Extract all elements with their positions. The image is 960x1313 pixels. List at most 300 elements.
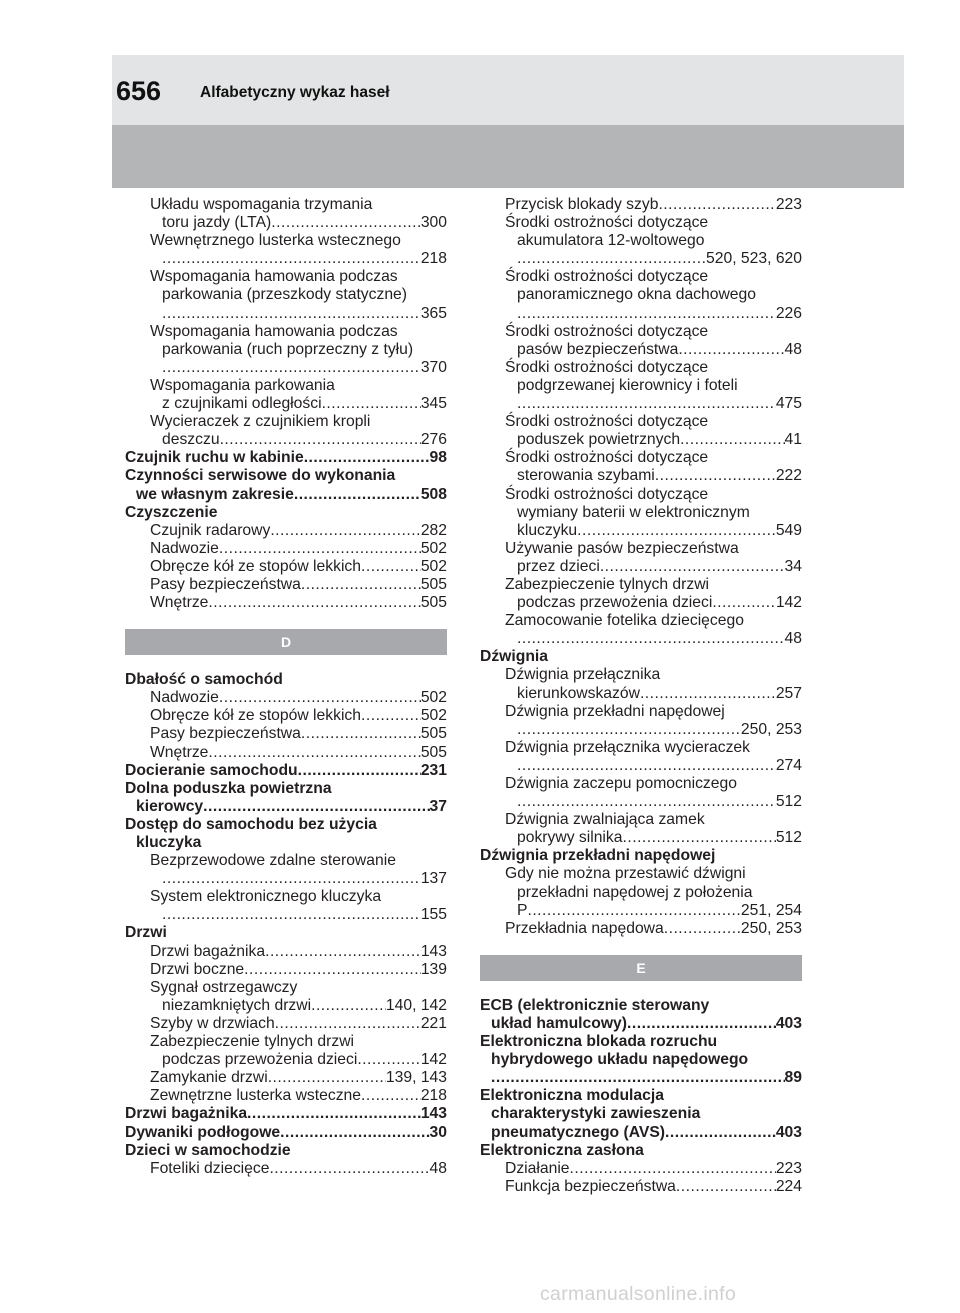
page-reference: 282 xyxy=(420,521,447,539)
dot-leader xyxy=(208,744,420,762)
page-reference: 508 xyxy=(420,485,447,503)
entry-text: toru jazdy (LTA) xyxy=(162,214,272,232)
entry-text: przez dzieci xyxy=(517,557,600,575)
page-reference: 250, 253 xyxy=(740,919,802,937)
entry-text: panoramicznego okna dachowego xyxy=(517,286,756,304)
index-subentry xyxy=(480,612,802,630)
page-reference: 34 xyxy=(784,557,802,575)
page-reference: 300 xyxy=(420,214,447,232)
index-subentry xyxy=(480,395,802,413)
index-subentry xyxy=(480,757,802,775)
page-reference: 475 xyxy=(775,395,802,413)
page-reference: 48 xyxy=(784,630,802,648)
entry-text: podczas przewożenia dzieci xyxy=(517,594,713,612)
page-reference: 37 xyxy=(429,797,447,815)
entry-text: Bezprzewodowe zdalne sterowanie xyxy=(150,852,396,870)
entry-text: Elektroniczna zasłona xyxy=(480,1141,644,1159)
index-entry xyxy=(480,1033,802,1051)
entry-text: Zabezpieczenie tylnych drzwi xyxy=(150,1033,355,1051)
index-subentry xyxy=(125,341,447,359)
index-subentry xyxy=(125,852,447,870)
header-band xyxy=(112,55,904,188)
page-reference: 365 xyxy=(420,304,447,322)
index-subentry xyxy=(125,725,447,743)
index-subentry xyxy=(480,630,802,648)
page-reference: 143 xyxy=(420,942,447,960)
index-subentry xyxy=(125,997,447,1015)
entry-text: Nadwozie xyxy=(150,539,219,557)
dot-leader xyxy=(517,721,741,739)
page-reference: 549 xyxy=(775,521,802,539)
dot-leader xyxy=(208,594,420,612)
index-subentry xyxy=(480,1069,802,1087)
entry-text: P xyxy=(517,901,528,919)
entry-text: Obręcze kół ze stopów lekkich xyxy=(150,557,361,575)
entry-text: Funkcja bezpieczeństwa xyxy=(505,1177,676,1195)
entry-text: parkowania (ruch poprzeczny z tyłu) xyxy=(162,340,414,358)
dot-leader xyxy=(517,305,776,323)
dot-leader xyxy=(162,250,421,268)
index-entry xyxy=(125,1142,447,1160)
dot-leader xyxy=(600,558,785,576)
dot-leader xyxy=(361,1087,421,1105)
dot-leader xyxy=(268,1069,386,1087)
index-subentry xyxy=(480,865,802,883)
page-number: 656 xyxy=(116,76,162,106)
index-subentry xyxy=(125,305,447,323)
entry-text: przekładni napędowej z położenia xyxy=(517,883,753,901)
index-subentry xyxy=(480,793,802,811)
entry-text: kluczyka xyxy=(136,834,202,851)
index-subentry xyxy=(480,1160,802,1178)
index-subentry xyxy=(480,449,802,467)
index-subentry xyxy=(480,1124,802,1142)
dot-leader xyxy=(270,522,420,540)
entry-text: Sygnał ostrzegawczy xyxy=(150,978,298,996)
page-reference: 89 xyxy=(784,1069,802,1087)
dot-leader xyxy=(517,395,776,413)
page-reference: 502 xyxy=(420,539,447,557)
index-subentry xyxy=(480,486,802,504)
entry-text: Środki ostrożności dotyczące xyxy=(505,268,709,286)
index-subentry xyxy=(125,540,447,558)
entry-text: parkowania (przeszkody statyczne) xyxy=(162,286,408,304)
entry-text: Elektroniczna blokada rozruchu xyxy=(480,1033,718,1051)
entry-text: sterowania szybami xyxy=(517,467,655,485)
index-subentry xyxy=(480,811,802,829)
index-subentry xyxy=(125,359,447,377)
entry-text: Czujnik radarowy xyxy=(150,521,271,539)
entry-text: pasów bezpieczeństwa xyxy=(517,340,679,358)
index-subentry xyxy=(125,798,447,816)
dot-leader xyxy=(294,486,421,504)
index-subentry xyxy=(480,522,802,540)
dot-leader xyxy=(322,395,421,413)
index-subentry xyxy=(125,558,447,576)
index-subentry xyxy=(125,1069,447,1087)
index-subentry xyxy=(480,232,802,250)
entry-text: Wycieraczek z czujnikiem kropli xyxy=(150,413,371,431)
index-subentry xyxy=(480,431,802,449)
entry-text: kluczyku xyxy=(517,521,578,539)
index-subentry xyxy=(125,979,447,997)
entry-text: Przekładnia napędowa xyxy=(505,919,664,937)
index-subentry xyxy=(125,1051,447,1069)
entry-text: Dywaniki podłogowe xyxy=(125,1123,281,1141)
page-reference: 48 xyxy=(429,1159,447,1177)
index-entry xyxy=(125,780,447,798)
dot-leader xyxy=(658,196,775,214)
index-subentry xyxy=(480,196,802,214)
index-subentry xyxy=(480,250,802,268)
index-entry xyxy=(125,1124,447,1142)
entry-text: Zabezpieczenie tylnych drzwi xyxy=(505,575,710,593)
index-entry xyxy=(480,1087,802,1105)
index-subentry xyxy=(480,666,802,684)
page-reference: 223 xyxy=(775,196,802,213)
index-subentry xyxy=(125,1160,447,1178)
index-subentry xyxy=(125,232,447,250)
page-reference: 345 xyxy=(420,395,447,413)
index-subentry xyxy=(480,341,802,359)
dot-leader xyxy=(491,1069,785,1087)
entry-text: Dźwignia przekładni napędowej xyxy=(505,702,725,720)
dot-leader xyxy=(640,685,776,703)
index-subentry xyxy=(125,286,447,304)
entry-text: Drzwi xyxy=(125,924,167,942)
dot-leader xyxy=(219,689,421,707)
page-reference: 142 xyxy=(420,1051,447,1069)
index-subentry xyxy=(480,323,802,341)
index-entry xyxy=(480,847,802,865)
index-subentry xyxy=(480,1015,802,1033)
page-reference: 48 xyxy=(784,340,802,358)
entry-text: Czujnik ruchu w kabinie xyxy=(125,449,304,467)
entry-text: Pasy bezpieczeństwa xyxy=(150,575,301,593)
section-header-d: D xyxy=(125,629,447,655)
dot-leader xyxy=(203,798,429,816)
page-reference: 223 xyxy=(775,1159,802,1177)
entry-text: Dźwignia przekładni napędowej xyxy=(480,847,716,865)
dot-leader xyxy=(247,1105,421,1123)
page-reference: 520, 523, 620 xyxy=(706,250,802,268)
watermark: carmanualsonline.info xyxy=(540,1283,736,1305)
page-reference: 505 xyxy=(420,575,447,593)
entry-text: Dźwignia xyxy=(480,648,548,666)
index-subentry xyxy=(125,395,447,413)
index-subentry xyxy=(125,870,447,888)
page-reference: 512 xyxy=(775,829,802,847)
page-reference: 505 xyxy=(420,725,447,743)
index-subentry xyxy=(125,214,447,232)
page-reference: 137 xyxy=(420,870,447,888)
entry-text: Środki ostrożności dotyczące xyxy=(505,449,709,467)
entry-text: ECB (elektronicznie sterowany xyxy=(480,996,710,1014)
entry-text: układ hamulcowy) xyxy=(491,1014,627,1032)
entry-text: Szyby w drzwiach xyxy=(150,1014,275,1032)
index-entry xyxy=(125,924,447,942)
entry-text: Nadwozie xyxy=(150,689,219,707)
index-subentry xyxy=(125,943,447,961)
index-entry xyxy=(125,671,447,689)
index-subentry xyxy=(480,576,802,594)
page-reference: 403 xyxy=(775,1014,802,1032)
index-subentry xyxy=(125,689,447,707)
dot-leader xyxy=(361,558,421,576)
dot-leader xyxy=(301,725,421,743)
index-subentry xyxy=(480,594,802,612)
dot-leader xyxy=(517,793,776,811)
index-subentry xyxy=(480,214,802,232)
entry-text: pneumatycznego (AVS) xyxy=(491,1123,666,1141)
page-reference: 224 xyxy=(775,1177,802,1195)
page-reference: 276 xyxy=(420,431,447,449)
entry-text: akumulatora 12-woltowego xyxy=(517,232,705,250)
index-subentry xyxy=(125,1087,447,1105)
index-subentry xyxy=(480,775,802,793)
entry-text: kierowcy xyxy=(136,797,204,815)
entry-text: Docieranie samochodu xyxy=(125,761,298,779)
index-subentry xyxy=(125,744,447,762)
index-entry xyxy=(125,449,447,467)
index-subentry xyxy=(125,250,447,268)
index-subentry xyxy=(480,540,802,558)
entry-text: Wewnętrznego lusterka wstecznego xyxy=(150,232,401,250)
dot-leader xyxy=(311,997,386,1015)
dot-leader xyxy=(280,1124,429,1142)
dot-leader xyxy=(676,1178,776,1196)
index-column-left xyxy=(125,196,447,1178)
index-subentry xyxy=(125,707,447,725)
entry-text: Zewnętrzne lusterka wsteczne xyxy=(150,1087,361,1105)
entry-text: Środki ostrożności dotyczące xyxy=(505,413,709,431)
dot-leader xyxy=(517,630,785,648)
entry-text: Gdy nie można przestawić dźwigni xyxy=(505,865,746,883)
entry-text: podczas przewożenia dzieci xyxy=(162,1051,358,1069)
dot-leader xyxy=(269,1160,429,1178)
dot-leader xyxy=(162,305,421,323)
page-reference: 218 xyxy=(420,1087,447,1105)
index-subentry xyxy=(480,268,802,286)
dot-leader xyxy=(304,449,430,467)
index-subentry xyxy=(125,576,447,594)
index-subentry xyxy=(480,558,802,576)
index-subentry xyxy=(480,884,802,902)
index-subentry xyxy=(125,268,447,286)
page-reference: 139, 143 xyxy=(385,1069,447,1087)
entry-text: System elektronicznego kluczyka xyxy=(150,888,382,906)
dot-leader xyxy=(623,829,776,847)
index-subentry xyxy=(125,961,447,979)
index-entry xyxy=(125,1105,447,1123)
dot-leader xyxy=(265,943,421,961)
page-reference: 231 xyxy=(420,761,447,779)
entry-text: Wnętrze xyxy=(150,743,209,761)
entry-text: Dolna poduszka powietrzna xyxy=(125,779,332,797)
index-subentry xyxy=(125,594,447,612)
dot-leader xyxy=(244,961,421,979)
page-reference: 502 xyxy=(420,557,447,575)
index-subentry xyxy=(480,721,802,739)
index-subentry xyxy=(125,323,447,341)
entry-text: wymiany baterii w elektronicznym xyxy=(517,503,750,521)
entry-text: Elektroniczna modulacja xyxy=(480,1087,664,1105)
page-reference: 222 xyxy=(775,467,802,485)
dot-leader xyxy=(577,522,776,540)
index-subentry xyxy=(125,888,447,906)
index-subentry xyxy=(125,834,447,852)
index-entry xyxy=(125,816,447,834)
index-subentry xyxy=(125,377,447,395)
index-subentry xyxy=(480,467,802,485)
entry-text: Drzwi bagażnika xyxy=(125,1105,248,1123)
entry-text: Działanie xyxy=(505,1159,570,1177)
entry-text: Środki ostrożności dotyczące xyxy=(505,358,709,376)
entry-text: Obręcze kół ze stopów lekkich xyxy=(150,707,361,725)
index-entry xyxy=(480,997,802,1015)
page-reference: 250, 253 xyxy=(740,720,802,738)
dot-leader xyxy=(271,214,421,232)
entry-text: podgrzewanej kierownicy i foteli xyxy=(517,376,738,394)
dot-leader xyxy=(301,576,421,594)
entry-text: poduszek powietrznych xyxy=(517,431,681,449)
dot-leader xyxy=(357,1051,420,1069)
page-reference: 226 xyxy=(775,304,802,322)
entry-text: Przycisk blokady szyb xyxy=(505,196,659,213)
index-entry xyxy=(125,467,447,485)
entry-text: niezamkniętych drzwi xyxy=(162,996,312,1014)
page-reference: 155 xyxy=(420,906,447,924)
page-reference: 221 xyxy=(420,1014,447,1032)
dot-leader xyxy=(678,341,784,359)
dot-leader xyxy=(627,1015,776,1033)
dot-leader xyxy=(680,431,784,449)
entry-text: Dostęp do samochodu bez użycia xyxy=(125,815,377,833)
index-subentry xyxy=(480,703,802,721)
index-entry xyxy=(125,504,447,522)
entry-text: Pasy bezpieczeństwa xyxy=(150,725,301,743)
entry-text: Dźwignia przełącznika xyxy=(505,666,661,684)
dot-leader xyxy=(275,1015,421,1033)
entry-text: we własnym zakresie xyxy=(136,485,294,503)
dot-leader xyxy=(219,540,421,558)
index-subentry xyxy=(480,1105,802,1123)
entry-text: Wnętrze xyxy=(150,594,209,612)
index-subentry xyxy=(480,504,802,522)
index-entry xyxy=(480,1142,802,1160)
entry-text: Drzwi boczne xyxy=(150,960,245,978)
page-reference: 274 xyxy=(775,756,802,774)
page-reference: 505 xyxy=(420,594,447,612)
index-subentry xyxy=(480,359,802,377)
page-reference: 251, 254 xyxy=(740,901,802,919)
header-bottom-strip xyxy=(112,125,904,188)
entry-text: Drzwi bagażnika xyxy=(150,942,266,960)
index-subentry xyxy=(480,685,802,703)
dot-leader xyxy=(162,870,421,888)
index-subentry xyxy=(125,196,447,214)
index-subentry xyxy=(125,1015,447,1033)
entry-text: pokrywy silnika xyxy=(517,829,623,847)
page-reference: 257 xyxy=(775,684,802,702)
index-column-right xyxy=(480,196,802,1196)
dot-leader xyxy=(517,250,706,268)
index-subentry xyxy=(125,906,447,924)
entry-text: Dbałość o samochód xyxy=(125,671,283,689)
page-reference: 30 xyxy=(429,1123,447,1141)
page-reference: 370 xyxy=(420,358,447,376)
entry-text: Dźwignia zwalniająca zamek xyxy=(505,811,705,829)
entry-text: hybrydowego układu napędowego xyxy=(491,1051,749,1069)
dot-leader xyxy=(665,1124,776,1142)
page-reference: 139 xyxy=(420,960,447,978)
entry-text: Używanie pasów bezpieczeństwa xyxy=(505,539,739,557)
entry-text: Układu wspomagania trzymania xyxy=(150,196,373,213)
page-reference: 41 xyxy=(784,431,802,449)
entry-text: kierunkowskazów xyxy=(517,684,640,702)
index-subentry xyxy=(125,431,447,449)
entry-text: z czujnikami odległości xyxy=(162,395,322,413)
index-subentry xyxy=(125,1033,447,1051)
entry-text: Środki ostrożności dotyczące xyxy=(505,322,709,340)
page-reference: 403 xyxy=(775,1123,802,1141)
index-subentry xyxy=(125,486,447,504)
entry-text: Wspomagania hamowania podczas xyxy=(150,322,398,340)
index-subentry xyxy=(480,1051,802,1069)
index-subentry xyxy=(480,305,802,323)
entry-text: Dzieci w samochodzie xyxy=(125,1141,291,1159)
entry-text: Czynności serwisowe do wykonania xyxy=(125,467,396,485)
page-reference: 143 xyxy=(420,1105,447,1123)
dot-leader xyxy=(655,467,776,485)
page-reference: 218 xyxy=(420,250,447,268)
dot-leader xyxy=(162,359,421,377)
dot-leader xyxy=(712,594,775,612)
index-entry xyxy=(480,648,802,666)
section-header-e: E xyxy=(480,955,802,981)
dot-leader xyxy=(664,920,741,938)
index-subentry xyxy=(480,739,802,757)
page-reference: 502 xyxy=(420,689,447,707)
entry-text: Wspomagania hamowania podczas xyxy=(150,268,398,286)
index-subentry xyxy=(125,522,447,540)
index-subentry xyxy=(480,413,802,431)
dot-leader xyxy=(220,431,421,449)
entry-text: Dźwignia przełącznika wycieraczek xyxy=(505,738,750,756)
page-reference: 142 xyxy=(775,594,802,612)
dot-leader xyxy=(570,1160,776,1178)
index-subentry xyxy=(480,1178,802,1196)
page-title: Alfabetyczny wykaz haseł xyxy=(200,84,390,101)
entry-text: Zamykanie drzwi xyxy=(150,1069,268,1087)
entry-text: Foteliki dziecięce xyxy=(150,1159,270,1177)
index-subentry xyxy=(125,413,447,431)
index-subentry xyxy=(480,902,802,920)
entry-text: deszczu xyxy=(162,431,220,449)
dot-leader xyxy=(298,762,421,780)
index-entry xyxy=(125,762,447,780)
page-reference: 502 xyxy=(420,707,447,725)
index-subentry xyxy=(480,286,802,304)
dot-leader xyxy=(517,757,776,775)
entry-text: Środki ostrożności dotyczące xyxy=(505,214,709,232)
dot-leader xyxy=(162,906,421,924)
page-reference: 505 xyxy=(420,743,447,761)
entry-text: Czyszczenie xyxy=(125,503,218,521)
page-reference: 512 xyxy=(775,793,802,811)
page-reference: 140, 142 xyxy=(385,996,447,1014)
entry-text: Wspomagania parkowania xyxy=(150,376,335,394)
